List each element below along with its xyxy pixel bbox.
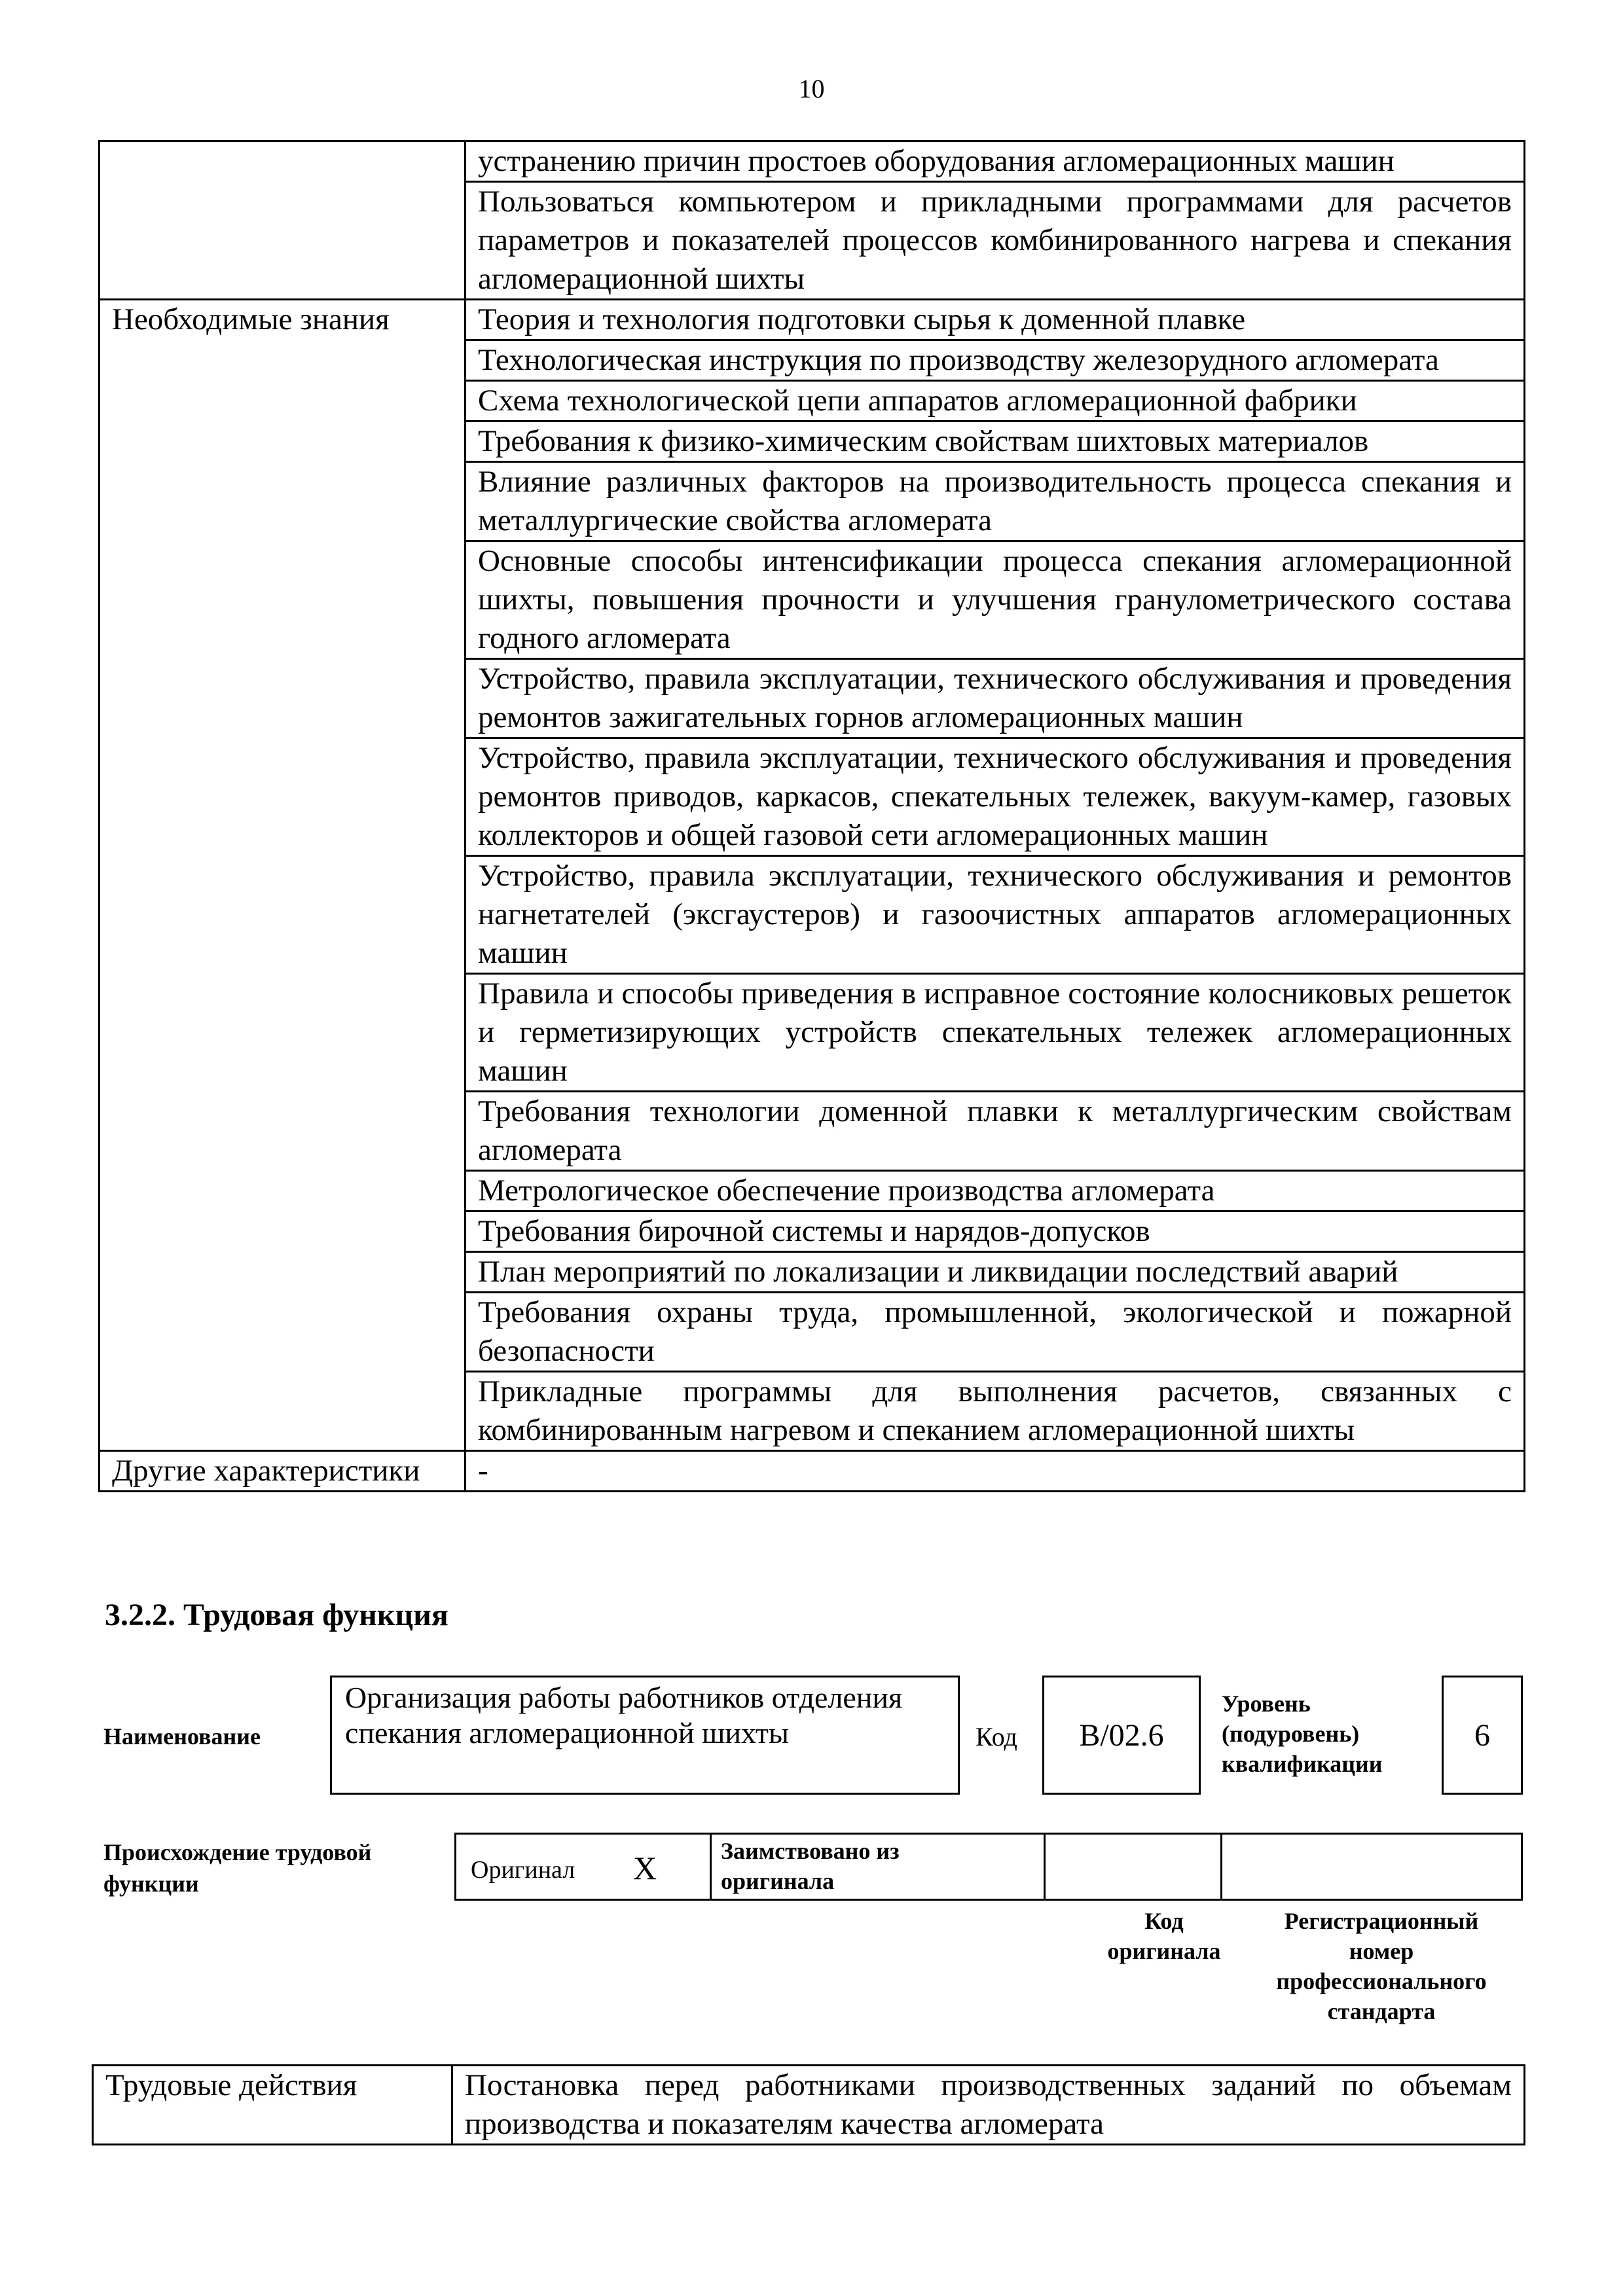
- origin-label-line: Происхождение трудовой: [103, 1839, 372, 1865]
- knowledge-label: Необходимые знания: [100, 300, 465, 1451]
- level-label-line: (подуровень): [1222, 1721, 1360, 1747]
- actions-value: Постановка перед работниками производственных заданий по объемам производства и показателям качества агломерата: [452, 2066, 1525, 2145]
- table-cell: Устройство, правила эксплуатации, технического обслуживания и проведения ремонтов зажигательных горнов агломерационных машин: [465, 659, 1525, 738]
- table-cell: Влияние различных факторов на производительность процесса спекания и металлургические свойства агломерата: [465, 462, 1525, 541]
- table-cell: Устройство, правила эксплуатации, технического обслуживания и ремонтов нагнетателей (эксгаустеров) и газоочистных аппаратов агломерационных машин: [465, 856, 1525, 974]
- knowledge-table: [98, 140, 1525, 1492]
- function-name-box: Организация работы работников отделения спекания агломерационной шихты: [330, 1676, 960, 1795]
- table-cell: Схема технологической цепи аппаратов агломерационной фабрики: [465, 381, 1525, 422]
- level-label: [1222, 1689, 1383, 1779]
- table-cell: Устройство, правила эксплуатации, технического обслуживания и проведения ремонтов приводов, каркасов, спекательных тележек, вакуум-камер, газовых коллекторов и общей газовой сети агломерационных машин: [465, 738, 1525, 856]
- borrowed-label-line: Заимствовано из: [721, 1838, 900, 1864]
- origin-label-line: функции: [103, 1871, 199, 1897]
- code-box: B/02.6: [1042, 1676, 1201, 1795]
- borrowed-cell: [712, 1835, 1046, 1899]
- empty-label-cell: [100, 141, 465, 300]
- level-label-line: Уровень: [1222, 1691, 1311, 1717]
- table-cell: Технологическая инструкция по производству железорудного агломерата: [465, 340, 1525, 381]
- registration-number-cell: [1222, 1835, 1521, 1899]
- table-cell: Пользоваться компьютером и прикладными программами для расчетов параметров и показателей процессов комбинированного нагрева и спекания агломерационной шихты: [465, 182, 1525, 300]
- other-characteristics-value: -: [465, 1451, 1525, 1492]
- table-cell: устранению причин простоев оборудования агломерационных машин: [465, 141, 1525, 182]
- level-label-line: квалификации: [1222, 1751, 1383, 1777]
- table-row: [100, 1451, 1525, 1492]
- origin-label: [103, 1837, 371, 1899]
- caption-line: Код: [1144, 1908, 1184, 1934]
- code-label: Код: [976, 1722, 1017, 1751]
- borrowed-label-line: оригинала: [721, 1868, 835, 1894]
- page-number: 10: [798, 74, 825, 103]
- original-code-cell: [1046, 1835, 1222, 1899]
- table-cell: Прикладные программы для выполнения расчетов, связанных с комбинированным нагревом и спеканием агломерационной шихты: [465, 1372, 1525, 1451]
- registration-number-caption: [1244, 1906, 1519, 2026]
- actions-label: Трудовые действия: [93, 2066, 452, 2145]
- original-cell: [456, 1835, 712, 1899]
- original-code-caption: [1078, 1906, 1250, 1966]
- caption-line: Регистрационный: [1284, 1908, 1479, 1934]
- table-cell: Теория и технология подготовки сырья к доменной плавке: [465, 300, 1525, 340]
- table-cell: Правила и способы приведения в исправное состояние колосниковых решеток и герметизирующих устройств спекательных тележек агломерационных машин: [465, 974, 1525, 1092]
- caption-line: профессионального: [1276, 1968, 1487, 1994]
- table-cell: План мероприятий по локализации и ликвидации последствий аварий: [465, 1252, 1525, 1293]
- caption-line: стандарта: [1327, 1998, 1436, 2024]
- caption-line: номер: [1349, 1938, 1414, 1964]
- other-characteristics-label: Другие характеристики: [100, 1451, 465, 1492]
- table-cell: Требования охраны труда, промышленной, экологической и пожарной безопасности: [465, 1293, 1525, 1372]
- original-mark: X: [633, 1850, 657, 1886]
- table-row: [100, 141, 1525, 182]
- table-cell: Требования бирочной системы и нарядов-допусков: [465, 1211, 1525, 1252]
- actions-table: [92, 2064, 1525, 2145]
- table-cell: Требования технологии доменной плавки к металлургическим свойствам агломерата: [465, 1092, 1525, 1171]
- origin-table: [454, 1833, 1523, 1901]
- table-row: [100, 300, 1525, 340]
- table-cell: Основные способы интенсификации процесса спекания агломерационной шихты, повышения прочности и улучшения гранулометрического состава годного агломерата: [465, 541, 1525, 659]
- section-title: 3.2.2. Трудовая функция: [105, 1598, 448, 1632]
- table-cell: Требования к физико-химическим свойствам шихтовых материалов: [465, 422, 1525, 462]
- level-box: 6: [1442, 1676, 1523, 1795]
- table-row: [93, 2066, 1525, 2145]
- caption-line: оригинала: [1107, 1938, 1221, 1964]
- name-label: Наименование: [103, 1723, 261, 1749]
- original-label: Оригинал: [471, 1856, 575, 1884]
- table-cell: Метрологическое обеспечение производства агломерата: [465, 1171, 1525, 1211]
